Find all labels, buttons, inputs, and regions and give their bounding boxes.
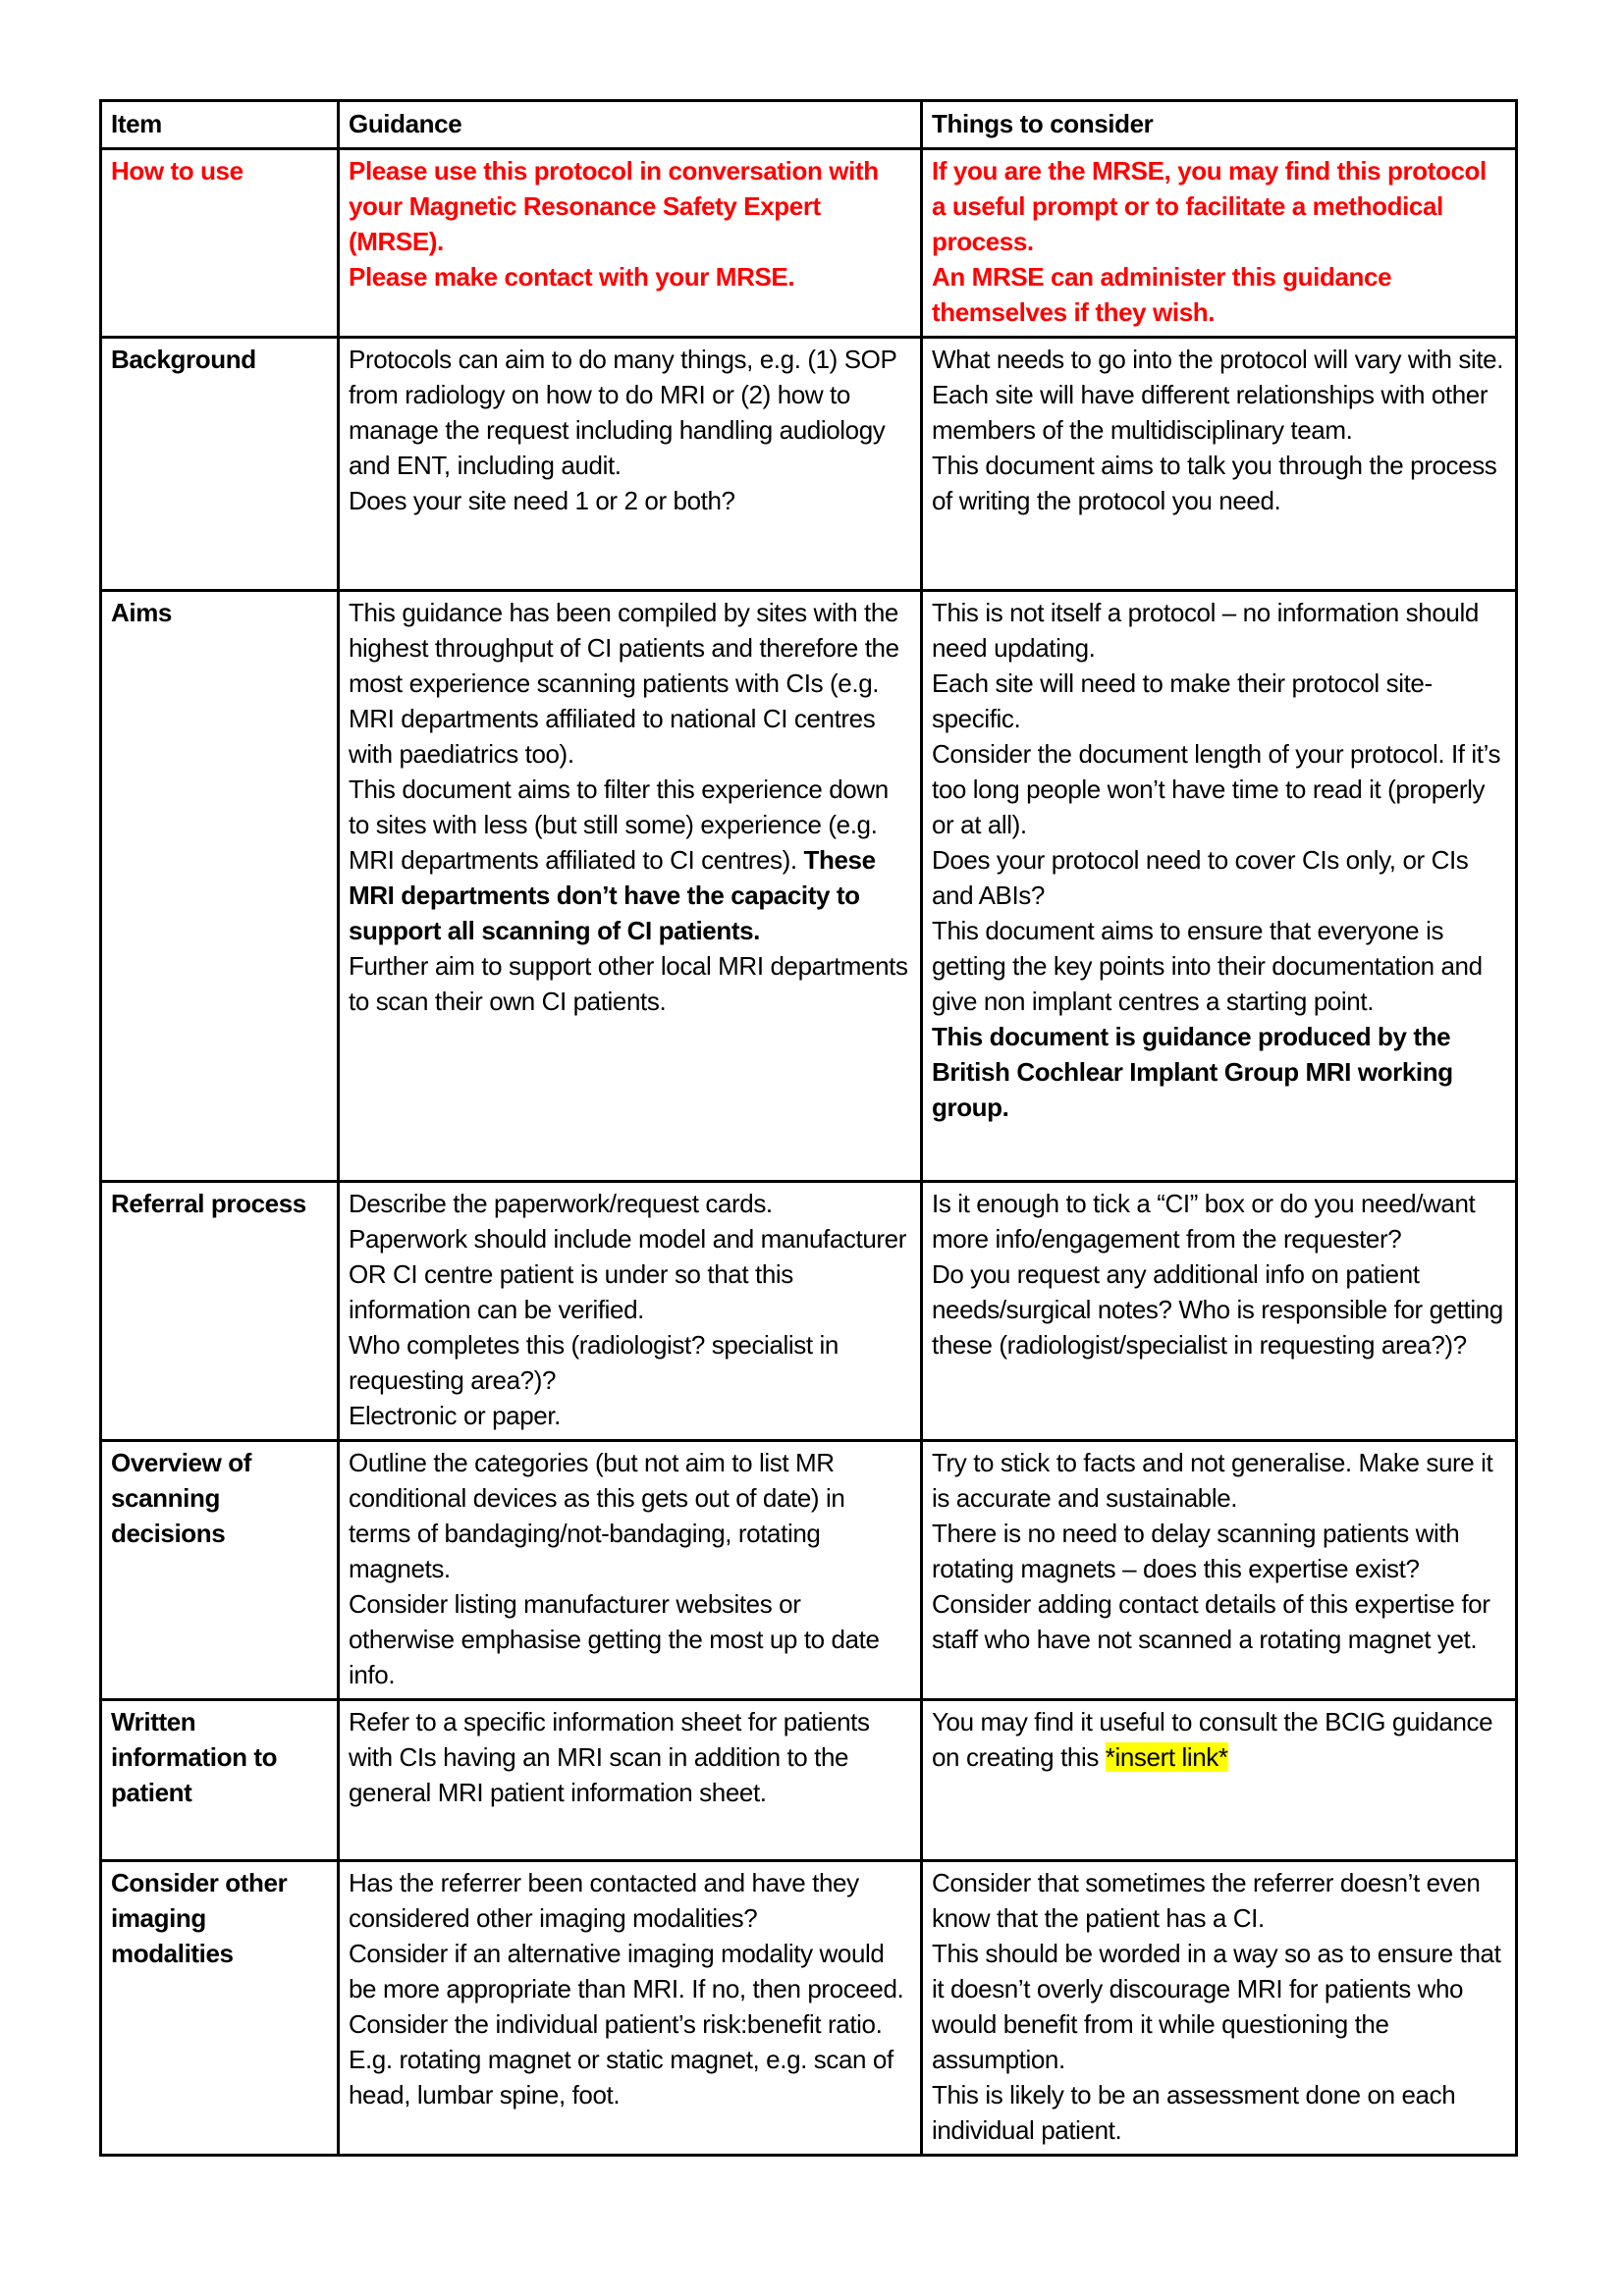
table-row xyxy=(101,1861,1517,2156)
insert-link-placeholder: *insert link* xyxy=(1105,1742,1228,1772)
table-row xyxy=(101,149,1517,338)
guidance-cell xyxy=(339,1441,922,1700)
consider-cell xyxy=(922,1861,1517,2156)
paragraph: You may find it useful to consult the BCIG guidance on creating this *insert link* xyxy=(932,1707,1493,1772)
paragraph: Each site will need to make their protocol site-specific. xyxy=(932,668,1433,733)
paragraph: Is it enough to tick a “CI” box or do you need/want more info/engagement from the requester? xyxy=(932,1189,1476,1254)
item-cell: Overview of scanning decisions xyxy=(101,1441,339,1700)
item-cell: Referral process xyxy=(101,1182,339,1441)
paragraph: This should be worded in a way so as to ensure that it doesn’t overly discourage MRI for patients who would benefit from it while questioning the assumption. xyxy=(932,1939,1501,2074)
guidance-cell xyxy=(339,149,922,338)
paragraph: An MRSE can administer this guidance themselves if they wish. xyxy=(932,262,1392,327)
paragraph: This document is guidance produced by the British Cochlear Implant Group MRI working group. xyxy=(932,1022,1453,1122)
consider-cell xyxy=(922,1182,1517,1441)
paragraph: Does your protocol need to cover CIs only, or CIs and ABIs? xyxy=(932,845,1469,910)
guidance-cell xyxy=(339,1182,922,1441)
paragraph: Who completes this (radiologist? specialist in requesting area?)? xyxy=(349,1330,839,1395)
paragraph: Do you request any additional info on patient needs/surgical notes? Who is responsible for getting these (radiologist/specialist in requesting area?)? xyxy=(932,1259,1503,1360)
item-cell: Background xyxy=(101,338,339,591)
paragraph: Refer to a specific information sheet for patients with CIs having an MRI scan in addition to the general MRI patient information sheet. xyxy=(349,1707,870,1807)
consider-cell xyxy=(922,1700,1517,1861)
guidance-cell xyxy=(339,338,922,591)
item-cell: Consider other imaging modalities xyxy=(101,1861,339,2156)
paragraph: This is not itself a protocol – no information should need updating. xyxy=(932,598,1479,663)
column-header-guidance: Guidance xyxy=(339,101,922,149)
paragraph: Electronic or paper. xyxy=(349,1401,562,1430)
paragraph: Consider that sometimes the referrer doesn’t even know that the patient has a CI. xyxy=(932,1868,1481,1933)
paragraph: This guidance has been compiled by sites with the highest throughput of CI patients and therefore the most experience scanning patients with CIs (e.g. MRI departments affiliated to national CI centres with paediatrics too). xyxy=(349,598,899,769)
item-cell: Written information to patient xyxy=(101,1700,339,1861)
column-header-things-to-consider: Things to consider xyxy=(922,101,1517,149)
paragraph: There is no need to delay scanning patients with rotating magnets – does this expertise exist? Consider adding contact details of this expertise for staff who have not scanned a rotating magnet yet. xyxy=(932,1519,1490,1654)
paragraph: Try to stick to facts and not generalise. Make sure it is accurate and sustainable. xyxy=(932,1448,1493,1513)
column-header-item: Item xyxy=(101,101,339,149)
guidance-cell xyxy=(339,1700,922,1861)
paragraph: Further aim to support other local MRI departments to scan their own CI patients. xyxy=(349,951,908,1016)
paragraph: Has the referrer been contacted and have they considered other imaging modalities? xyxy=(349,1868,859,1933)
consider-cell xyxy=(922,149,1517,338)
paragraph: Please make contact with your MRSE. xyxy=(349,262,795,292)
guidance-cell xyxy=(339,1861,922,2156)
table-row xyxy=(101,338,1517,591)
paragraph: Outline the categories (but not aim to list MR conditional devices as this gets out of date) in terms of bandaging/not-bandaging, rotating magnets. xyxy=(349,1448,845,1583)
paragraph: Each site will have different relationships with other members of the multidisciplinary team. xyxy=(932,380,1489,445)
item-cell: Aims xyxy=(101,591,339,1182)
consider-cell xyxy=(922,1441,1517,1700)
paragraph: Does your site need 1 or 2 or both? xyxy=(349,486,735,515)
paragraph: Paperwork should include model and manufacturer OR CI centre patient is under so that this information can be verified. xyxy=(349,1224,906,1324)
table-row xyxy=(101,1700,1517,1861)
paragraph: If you are the MRSE, you may find this protocol a useful prompt or to facilitate a methodical process. xyxy=(932,156,1487,256)
paragraph: This is likely to be an assessment done on each individual patient. xyxy=(932,2080,1456,2145)
table-row xyxy=(101,1182,1517,1441)
guidance-cell xyxy=(339,591,922,1182)
paragraph: Protocols can aim to do many things, e.g. (1) SOP from radiology on how to do MRI or (2) how to manage the request including handling audiology and ENT, including audit. xyxy=(349,345,896,480)
header-row xyxy=(101,101,1517,149)
paragraph: Please use this protocol in conversation with your Magnetic Resonance Safety Expert (MRSE). xyxy=(349,156,879,256)
paragraph: This document aims to talk you through the process of writing the protocol you need. xyxy=(932,451,1497,515)
paragraph: This document aims to ensure that everyone is getting the key points into their documentation and give non implant centres a starting point. xyxy=(932,916,1483,1016)
consider-cell xyxy=(922,338,1517,591)
paragraph: Consider listing manufacturer websites or otherwise emphasise getting the most up to date info. xyxy=(349,1589,880,1689)
item-cell: How to use xyxy=(101,149,339,338)
table-row xyxy=(101,591,1517,1182)
table-row xyxy=(101,1441,1517,1700)
paragraph: Consider if an alternative imaging modality would be more appropriate than MRI. If no, then proceed. xyxy=(349,1939,904,2003)
paragraph: Consider the individual patient’s risk:benefit ratio. E.g. rotating magnet or static magnet, e.g. scan of head, lumbar spine, foot. xyxy=(349,2009,893,2109)
paragraph: Consider the document length of your protocol. If it’s too long people won’t have time to read it (properly or at all). xyxy=(932,739,1501,839)
paragraph: This document aims to filter this experience down to sites with less (but still some) experience (e.g. MRI departments affiliated to CI centres). These MRI departments don’t have the capacity to support all scanning of CI patients. xyxy=(349,774,889,945)
table-body xyxy=(101,149,1517,2156)
paragraph: What needs to go into the protocol will vary with site. xyxy=(932,345,1504,374)
guidance-table xyxy=(99,99,1518,2157)
paragraph: Describe the paperwork/request cards. xyxy=(349,1189,773,1218)
consider-cell xyxy=(922,591,1517,1182)
